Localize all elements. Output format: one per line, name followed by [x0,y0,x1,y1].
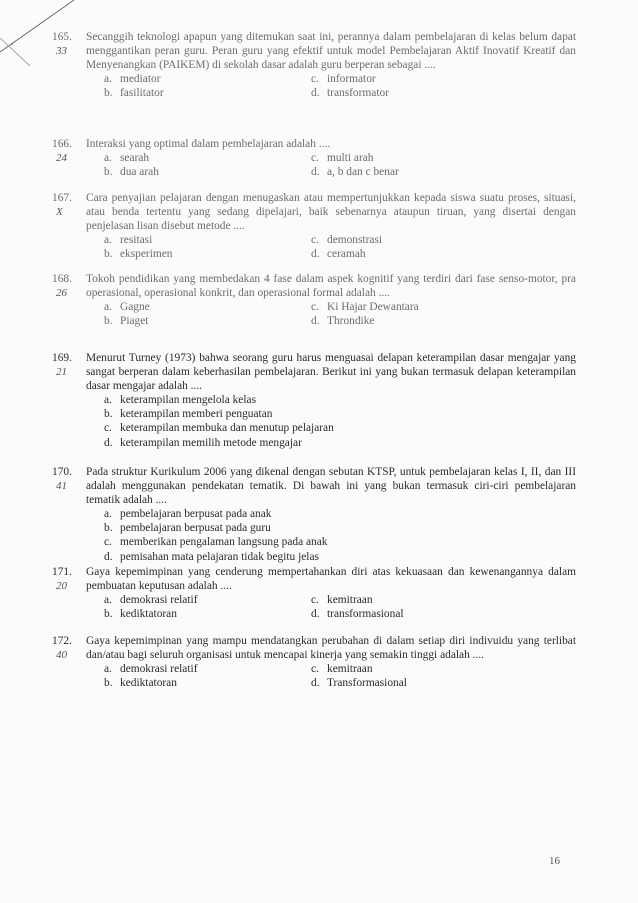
question-number: 168. [52,273,72,285]
answer-option [311,662,576,676]
answer-option [104,233,311,247]
option-text: fasilitator [120,87,164,100]
option-text: keterampilan memilih metode mengajar [120,436,302,449]
answer-options [104,300,576,328]
option-letter: c. [311,73,319,86]
question-item [52,191,576,261]
answer-option [311,86,576,100]
option-text: Ki Hajar Dewantara [327,301,419,314]
option-letter: a. [104,152,112,165]
answer-option [311,607,576,621]
option-letter: a. [104,508,112,521]
answer-option [104,593,311,607]
option-letter: a. [104,663,112,676]
option-letter: b. [104,315,113,328]
answer-options [104,507,576,563]
answer-options [104,393,576,449]
answer-option [311,233,576,247]
answer-option [311,593,576,607]
option-letter: b. [104,166,113,179]
option-text: pemisahan mata pelajaran tidak begitu jelas [120,550,319,563]
question-number: 165. [52,31,72,43]
option-letter: c. [311,301,319,314]
answer-option [104,314,311,328]
option-text: keterampilan membuka dan menutup pelajaran [120,422,334,435]
option-text: multi arah [327,152,374,165]
option-text: kediktatoran [120,677,177,690]
answer-option [104,300,311,314]
question-item [52,465,576,564]
question-number: 172. [52,635,72,647]
handwritten-score-mark: 33 [56,45,67,57]
option-text: demokrasi relatif [120,594,198,607]
option-text: keterampilan mengelola kelas [120,394,256,407]
option-text: resitasi [120,234,153,247]
handwritten-score-mark: X [56,206,63,218]
handwritten-score-mark: 26 [56,287,67,299]
option-letter: c. [311,234,319,247]
answer-option [104,72,311,86]
answer-option [104,662,311,676]
question-stem: Tokoh pendidikan yang membedakan 4 fase dalam aspek kognitif yang terdiri dari fase senso-motor, pra operasional, operasional konkrit, dan operasional formal adalah .... [86,273,576,300]
option-text: a, b dan c benar [327,166,399,179]
option-letter: a. [104,301,112,314]
option-letter: d. [311,166,320,179]
option-text: memberikan pengalaman langsung pada anak [120,536,328,549]
answer-option [311,72,576,86]
answer-option [104,151,311,165]
option-letter: b. [104,408,113,421]
option-text: demonstrasi [327,234,383,247]
option-letter: d. [311,315,320,328]
answer-option [311,151,576,165]
handwritten-score-mark: 20 [56,580,67,592]
answer-options [104,233,576,261]
question-number: 169. [52,352,72,364]
option-text: mediator [120,73,161,86]
answer-option [104,607,311,621]
question-stem: Gaya kepemimpinan yang mampu mendatangkan perubahan di dalam setiap diri indivuidu yang terlibat dan/atau bagi seluruh organisasi untuk mencapai kinerja yang semakin tinggi adalah .... [86,635,576,662]
answer-option [311,314,576,328]
option-letter: d. [104,550,113,563]
option-text: kemitraan [327,663,373,676]
option-letter: d. [311,87,320,100]
option-letter: b. [104,608,113,621]
answer-option [104,86,311,100]
question-item [52,272,576,328]
option-text: eksperimen [120,248,173,261]
answer-option [104,393,576,407]
option-text: searah [120,152,150,165]
option-text: transformasional [327,608,404,621]
answer-option [104,521,576,535]
option-letter: a. [104,234,112,247]
answer-options [104,593,576,621]
option-letter: c. [311,663,319,676]
question-stem: Menurut Turney (1973) bahwa seorang guru harus menguasai delapan keterampilan dasar mengajar yang sangat berperan dalam keberhasilan pembelajaran. Berikut ini yang bukan termasuk delapan keterampilan dasar mengajar adalah .... [86,352,576,393]
option-letter: a. [104,594,112,607]
question-stem: Secanggih teknologi apapun yang ditemukan saat ini, perannya dalam pembelajaran di kelas belum dapat menggantikan peran guru. Peran guru yang efektif untuk model Pembelajaran Aktif Inovatif Kreatif dan Menyenangkan (PAIKEM) di sekolah dasar adalah guru berperan sebagai .... [86,31,576,72]
question-item [52,634,576,690]
handwritten-score-mark: 21 [56,366,67,378]
option-text: Piaget [120,315,149,328]
answer-options [104,151,576,179]
option-text: pembelajaran berpusat pada guru [120,522,271,535]
question-number: 170. [52,466,72,478]
option-letter: a. [104,73,112,86]
question-number: 171. [52,566,72,578]
option-text: kemitraan [327,594,373,607]
option-letter: d. [311,608,320,621]
answer-option [104,165,311,179]
answer-options [104,662,576,690]
option-text: dua arah [120,166,159,179]
option-text: informator [327,73,376,86]
answer-option [311,676,576,690]
option-letter: c. [311,594,319,607]
answer-option [104,407,576,421]
option-letter: b. [104,248,113,261]
answer-option [104,550,576,564]
question-stem: Gaya kepemimpinan yang cenderung mempertahankan diri atas kekuasaan dan kewenangannya dalam pembuatan keputusan adalah .... [86,566,576,593]
page-number: 16 [549,855,560,867]
answer-options [104,72,576,100]
option-letter: d. [104,436,113,449]
answer-option [104,676,311,690]
question-stem: Pada struktur Kurikulum 2006 yang dikenal dengan sebutan KTSP, untuk pembelajaran kelas I, II, dan III adalah menggunakan pendekatan tematik. Di bawah ini yang bukan termasuk ciri-ciri pembelajaran tematik adalah .... [86,466,576,507]
question-stem: Cara penyajian pelajaran dengan menugaskan atau mempertunjukkan kepada siswa suatu proses, situasi, atau benda tertentu yang sedang dipelajari, baik sebenarnya ataupun tiruan, yang disertai dengan penjelasan lisan disebut metode .... [86,192,576,233]
option-letter: c. [311,152,319,165]
option-text: Throndike [327,315,375,328]
answer-option [104,421,576,435]
option-text: transformator [327,87,389,100]
answer-option [104,535,576,549]
option-letter: b. [104,522,113,535]
answer-option [311,247,576,261]
option-letter: b. [104,677,113,690]
question-item [52,137,576,179]
option-text: Gagne [120,301,150,314]
option-letter: a. [104,394,112,407]
option-letter: d. [311,677,320,690]
handwritten-score-mark: 41 [56,480,67,492]
question-number: 167. [52,192,72,204]
handwritten-score-mark: 40 [56,649,67,661]
option-text: pembelajaran berpusat pada anak [120,508,272,521]
option-text: demokrasi relatif [120,663,198,676]
question-stem: Interaksi yang optimal dalam pembelajaran adalah .... [86,138,331,150]
option-letter: c. [104,422,112,435]
option-text: ceramah [327,248,366,261]
question-item [52,30,576,100]
question-number: 166. [52,138,72,150]
option-letter: c. [104,536,112,549]
answer-option [104,436,576,450]
question-item [52,565,576,621]
answer-option [104,507,576,521]
option-letter: d. [311,248,320,261]
question-item [52,351,576,450]
option-text: Transformasional [327,677,407,690]
option-text: kediktatoran [120,608,177,621]
handwritten-score-mark: 24 [56,152,67,164]
answer-option [104,247,311,261]
option-letter: b. [104,87,113,100]
answer-option [311,165,576,179]
answer-option [311,300,576,314]
option-text: keterampilan memberi penguatan [120,408,273,421]
